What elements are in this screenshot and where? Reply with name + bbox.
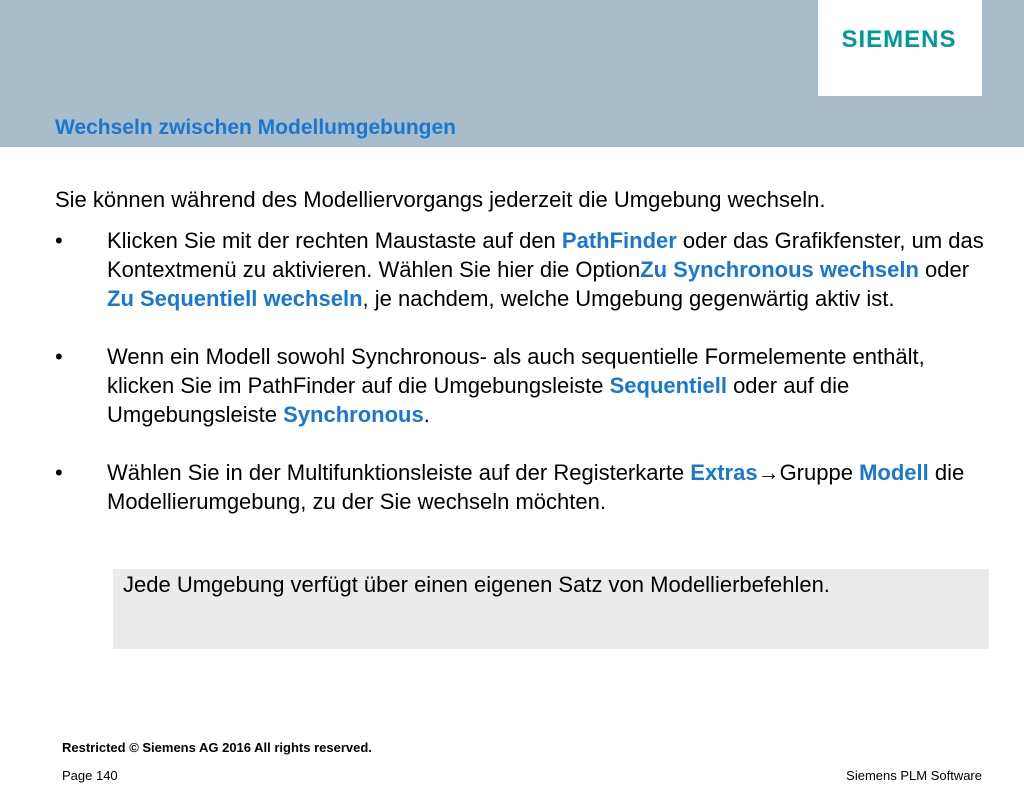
logo-box	[818, 0, 982, 96]
note-text: Jede Umgebung verfügt über einen eigenen Satz von Modellierbefehlen.	[123, 572, 830, 597]
highlight-sequentiell: Sequentiell	[609, 373, 727, 398]
bullet-text: die Modellierumgebung, zu der Sie wechseln möchten.	[107, 460, 965, 514]
bullet-list	[55, 226, 985, 545]
bullet-text: , je nachdem, welche Umgebung gegenwärtig aktiv ist.	[362, 286, 895, 311]
footer-page-number: Page 140	[62, 768, 118, 783]
bullet-mark: •	[55, 344, 63, 369]
highlight-modell: Modell	[859, 460, 929, 485]
slide-title: Wechseln zwischen Modellumgebungen	[55, 116, 456, 139]
highlight-extras: Extras	[690, 460, 758, 485]
bullet-text: Wählen Sie in der Multifunktionsleiste auf der Registerkarte	[107, 460, 691, 485]
bullet-text: oder	[918, 257, 970, 282]
list-item	[55, 342, 985, 429]
list-item	[55, 226, 985, 313]
bullet-mark: •	[55, 228, 63, 253]
footer-company: Siemens PLM Software	[846, 768, 982, 783]
highlight-synchronous: Synchronous	[283, 402, 424, 427]
note-box	[113, 569, 989, 649]
bullet-mark: •	[55, 460, 63, 485]
highlight-pathfinder: PathFinder	[561, 228, 677, 253]
logo-container	[824, 4, 974, 76]
highlight-synchronous-option: Zu Synchronous wechseln	[640, 257, 919, 282]
highlight-sequential-option: Zu Sequentiell wechseln	[107, 286, 363, 311]
siemens-logo: SIEMENS	[841, 26, 957, 53]
bullet-text: →Gruppe	[757, 460, 860, 485]
footer-copyright: Restricted © Siemens AG 2016 All rights reserved.	[62, 740, 372, 755]
list-item	[55, 458, 985, 516]
bullet-text: Klicken Sie mit der rechten Maustaste auf den	[107, 228, 562, 253]
bullet-text: .	[423, 402, 430, 427]
bullet-text: oder das Grafikfenster, um das Kontextmenü zu aktivieren. Wählen Sie hier die Option	[107, 228, 984, 282]
intro-text: Sie können während des Modelliervorgangs jederzeit die Umgebung wechseln.	[55, 187, 826, 212]
bullet-text: Wenn ein Modell sowohl Synchronous- als auch sequentielle Formelemente enthält, klicken Sie im PathFinder auf die Umgebungsleiste	[107, 344, 925, 398]
bullet-text: oder auf die Umgebungsleiste	[107, 373, 850, 427]
